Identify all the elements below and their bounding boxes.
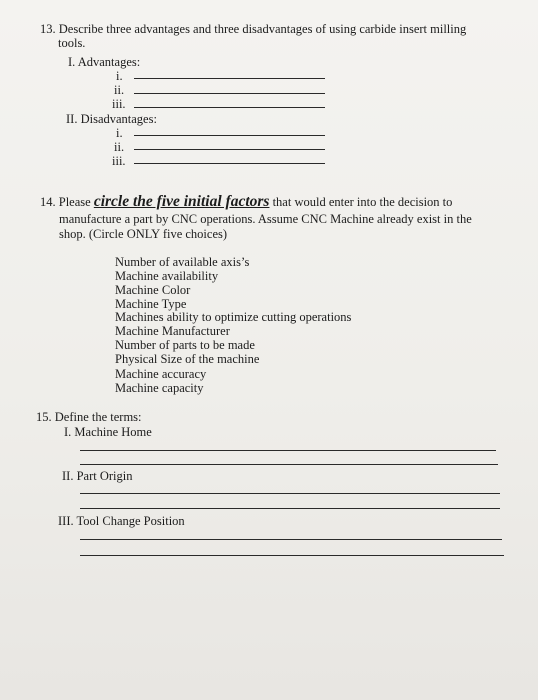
q15-heading: 15. Define the terms:	[36, 410, 142, 424]
q13-dis-item-3-label: iii.	[112, 154, 126, 168]
q13-adv-item-3-label: iii.	[112, 97, 126, 111]
q13-dis-item-2-label: ii.	[114, 140, 125, 154]
q15-term-3-answer-line-2	[80, 555, 504, 556]
q14-choice-10[interactable]: Machine capacity	[115, 381, 204, 395]
q15-term-2: II. Part Origin	[62, 469, 133, 483]
q13-advantages-heading: I. Advantages:	[68, 55, 141, 69]
q15-term-1-answer-line-1	[80, 450, 496, 451]
q14-emphasis: circle the five initial factors	[93, 193, 270, 210]
q13-dis-item-2-answer-line	[134, 149, 325, 150]
q14-prompt-line3: shop. (Circle ONLY five choices)	[59, 227, 228, 241]
q13-dis-item-1-label: i.	[116, 126, 123, 140]
q14-choice-5[interactable]: Machines ability to optimize cutting operations	[115, 310, 352, 324]
q13-prompt-line2: tools.	[58, 36, 86, 50]
q14-choice-1[interactable]: Number of available axis’s	[115, 255, 250, 269]
q14-prompt-line2: manufacture a part by CNC operations. Assume CNC Machine already exist in the	[59, 212, 472, 226]
q13-prompt-line1: 13. Describe three advantages and three disadvantages of using carbide insert milling	[40, 22, 467, 36]
q14-choice-9[interactable]: Machine accuracy	[115, 367, 207, 381]
q15-term-1: I. Machine Home	[64, 425, 152, 439]
q15-term-3-answer-line-1	[80, 539, 502, 540]
q14-choice-2[interactable]: Machine availability	[115, 269, 219, 283]
q14-choice-3[interactable]: Machine Color	[115, 283, 191, 297]
q14-suffix: that would enter into the decision to	[269, 195, 453, 209]
q15-term-3: III. Tool Change Position	[58, 514, 185, 528]
q13-adv-item-2-label: ii.	[114, 83, 125, 97]
q13-adv-item-1-answer-line	[134, 78, 325, 79]
q14-choice-7[interactable]: Number of parts to be made	[115, 338, 255, 352]
q13-adv-item-2-answer-line	[134, 93, 325, 94]
q15-term-2-answer-line-1	[80, 493, 500, 494]
q14-choice-8[interactable]: Physical Size of the machine	[115, 352, 260, 366]
q13-disadvantages-heading: II. Disadvantages:	[66, 112, 157, 126]
q14-prefix: 14. Please	[40, 195, 94, 209]
q15-term-1-answer-line-2	[80, 464, 498, 465]
q13-adv-item-1-label: i.	[116, 69, 123, 83]
q14-prompt-line1	[40, 195, 452, 209]
q13-dis-item-3-answer-line	[134, 163, 325, 164]
q15-term-2-answer-line-2	[80, 508, 500, 509]
q14-choice-4[interactable]: Machine Type	[115, 297, 187, 311]
q13-adv-item-3-answer-line	[134, 107, 325, 108]
q13-dis-item-1-answer-line	[134, 135, 325, 136]
q14-choice-6[interactable]: Machine Manufacturer	[115, 324, 230, 338]
